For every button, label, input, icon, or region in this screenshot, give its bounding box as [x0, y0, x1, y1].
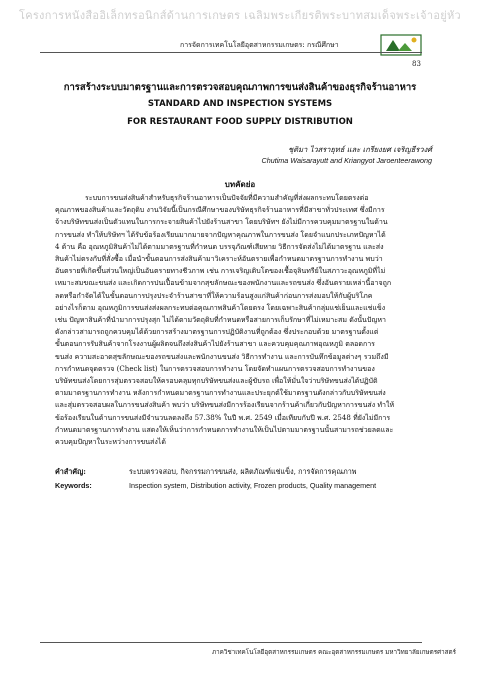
watermark-text: โครงการหนังสืออิเล็กทรอนิกส์ด้านการเกษตร เฉลิมพระเกียรติพระบาทสมเด็จพระเจ้าอยู่หัว — [18, 9, 462, 22]
abstract-line: ดังกล่าวสามารถถูกควบคุมได้ด้วยการสร้างมาตรฐานการปฏิบัติงานที่ถูกต้อง ซึ่งประกอบด้วย มาตรฐานตั้งแต่ — [55, 327, 379, 337]
footer-text: ภาควิชาเทคโนโลยีอุตสาหกรรมเกษตร คณะอุตสาหกรรมเกษตร มหาวิทยาลัยเกษตรศาสตร์ — [212, 649, 456, 656]
abstract-line: 4 ด้าน คือ อุณหภูมิสินค้าไม่ได้ตามมาตรฐานที่กำหนด บรรจุภัณฑ์เสียหาย วิธีการจัดส่งไม่ได้มาตรฐาน และส่ง — [55, 241, 384, 251]
abstract-line: ลดหรือกำจัดได้ในขั้นตอนการปรุงประจำร้านสาขาที่ให้ความร้อนสูงแก่สินค้าก่อนการส่งมอบให้กับผู้บริโภค — [55, 290, 373, 300]
abstract-line: กำหนดมาตรฐานการทำงาน แสดงให้เห็นว่าการกำหนดการทำงานให้เป็นไปตามมาตรฐานนั้นสามารถช่วยลดและ — [55, 424, 394, 434]
abstract-line: การขนส่ง ทำให้บริษัทฯ ได้รับข้อร้องเรียนมากมายจากปัญหาคุณภาพในการขนส่ง โดยจำแนกประเภทปัญหาได้ — [55, 229, 386, 239]
abstract-line: จ้างบริษัทขนส่งเป็นตัวแทนในการกระจายสินค้าไปยังร้านสาขา โดยบริษัทฯ ยังไม่มีการควบคุมมาตรฐานในด้าน — [55, 217, 388, 227]
keywords-thai-label: คำสำคัญ: — [55, 467, 86, 476]
abstract-line: การกำหนดจุดตรวจ (Check list) ในการตรวจสอบการทำงาน โดยจัดทำแผนการตรวจสอบการทำงานของ — [55, 363, 375, 373]
abstract-line: ควบคุมปัญหาในระหว่างการขนส่งได้ — [55, 437, 166, 447]
paper-title-english-2: FOR RESTAURANT FOOD SUPPLY DISTRIBUTION — [127, 117, 353, 127]
abstract-line: อย่างไรก็ตาม อุณหภูมิการขนส่งส่งผลกระทบต่อคุณภาพสินค้าโดยตรง โดยเฉพาะสินค้ากลุ่มแช่เย็นและแช่แข็ง — [55, 302, 386, 312]
keywords-english-label: Keywords: — [55, 481, 92, 490]
paper-title-thai: การสร้างระบบมาตรฐานและการตรวจสอบคุณภาพการขนส่งสินค้าของธุรกิจร้านอาหาร — [63, 82, 417, 93]
abstract-line: ตามมาตรฐานการทำงาน หลังการกำหนดมาตรฐานการทำงานและประยุกต์ใช้มาตรฐานดังกล่าวกับบริษัทขนส่ง — [55, 388, 386, 398]
authors-thai: ชุติมา ไวสรายุทธ์ และ เกรียงยศ เจริญธีรวงศ์ — [288, 145, 432, 154]
keywords-thai-values: ระบบตรวจสอบ, กิจกรรมการขนส่ง, ผลิตภัณฑ์แช่แข็ง, การจัดการคุณภาพ — [129, 467, 357, 476]
footer-rule — [40, 642, 422, 643]
abstract-line: ระบบการขนส่งสินค้าสำหรับธุรกิจร้านอาหารเป็นปัจจัยที่มีความสำคัญที่ส่งผลกระทบโดยตรงต่อ — [85, 193, 369, 202]
abstract-line: บริษัทขนส่งโดยการสุ่มตรวจสอบให้ครอบคลุมทุกบริษัทขนส่งและผู้ขับรถ เพื่อให้มั่นใจว่าบริษัทขนส่งได้ปฏิบัติ — [55, 376, 378, 386]
abstract-heading: บทคัดย่อ — [224, 179, 256, 189]
abstract-line: สินค้าไม่ตรงกับที่สั่งซื้อ เมื่อนำขั้นตอนการส่งสินค้ามาวิเคราะห์อันตรายเพื่อกำหนดมาตรฐานการทำงาน พบว่า — [55, 254, 383, 264]
abstract-line: เหมาะสมขณะขนส่ง และเกิดการปนเปื้อนข้ามจากสุขลักษณะของพนักงานและรถขนส่ง ซึ่งอันตรายเหล่านี้อาจถูก — [55, 278, 392, 288]
abstract-line: เช่น ปัญหาสินค้าที่นำมาการปรุงสุก ไม่ได้ตามวัตถุดิบที่กำหนดหรือสายการเก็บรักษาที่ไม่เหมาะสม ดังนั้นปัญหา — [55, 315, 386, 325]
abstract-line: ข้อร้องเรียนในด้านการขนส่งมีจำนวนลดลงถึง 57.38% ในปี พ.ศ. 2549 เมื่อเทียบกับปี พ.ศ. 2548 ที่ยังไม่มีการ — [55, 412, 391, 422]
page-number: 83 — [412, 60, 421, 68]
authors-english: Chutima Waisarayutt and Kriangyot Jaroenteerawong — [261, 156, 432, 165]
abstract-line: ขนส่ง ความสะอาดสุขลักษณะของรถขนส่งและพนักงานขนส่ง วิธีการทำงาน และการบันทึกข้อมูลต่างๆ รวมถึงมี — [55, 351, 389, 361]
paper-title-english-1: STANDARD AND INSPECTION SYSTEMS — [147, 99, 333, 109]
header-rule — [40, 52, 422, 53]
abstract-line: คุณภาพของสินค้าและวัตถุดิบ งานวิจัยนี้เป็นกรณีศึกษาของบริษัทธุรกิจร้านอาหารที่มีสาขาทั่วประเทศ ซึ่งมีการ — [55, 205, 385, 215]
abstract-line: และสุ่มตรวจสอบผลในการขนส่งสินค้า พบว่า บริษัทขนส่งมีการร้องเรียนจากร้านค้าเกี่ยวกับปัญหาการขนส่ง ทำให้ — [55, 400, 395, 410]
keywords-english-row — [55, 481, 376, 490]
abstract-body — [55, 192, 425, 448]
abstract-line: อันตรายที่เกิดขึ้นส่วนใหญ่เป็นอันตรายทางชีวภาพ เช่น การเจริญเติบโตของเชื้อจุลินทรีย์ในสภาวะอุณหภูมิที่ไม่ — [55, 266, 386, 276]
abstract-line: ขั้นตอนการรับสินค้าจากโรงงานผู้ผลิตจนถึงส่งสินค้าไปยังร้านสาขา และควบคุมคุณภาพอุณหภูมิ ตลอดการ — [55, 339, 375, 349]
keywords-english-values: Inspection system, Distribution activity, Frozen products, Quality management — [129, 481, 377, 490]
keywords-thai-row — [55, 467, 357, 478]
running-header: การจัดการเทคโนโลยีอุตสาหกรรมเกษตร: กรณีศึกษา — [180, 41, 339, 49]
